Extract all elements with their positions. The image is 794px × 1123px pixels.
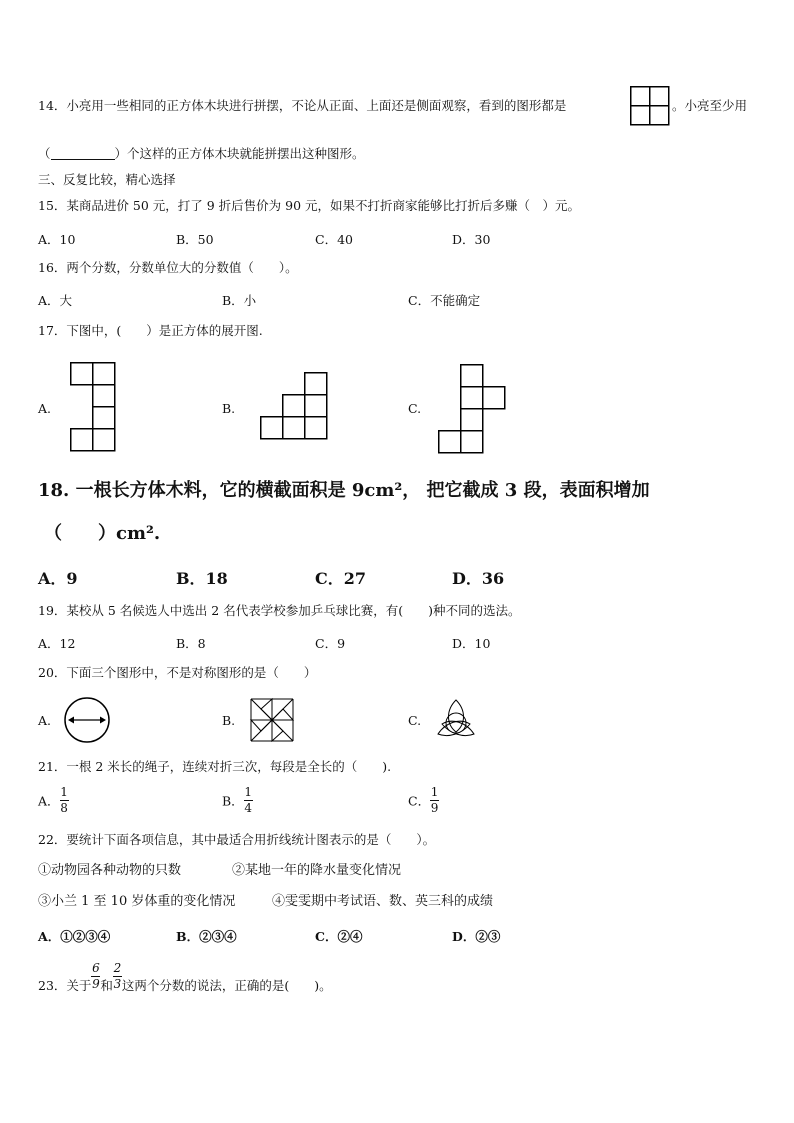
q23-prefix: 23．关于 [38,978,92,993]
q20-triquetra-figure [432,696,480,742]
q21-b-numerator: 1 [244,785,252,799]
q22-item-1: ①动物园各种动物的只数 [38,863,182,878]
q21-a-numerator: 1 [60,785,68,799]
q22-item-3: ③小兰 1 至 10 岁体重的变化情况 [38,894,236,909]
q15-option-b[interactable]: B．50 [176,232,214,247]
q20-circle-arrow-figure [62,696,112,746]
q21-option-a-fraction [60,786,69,815]
q18-option-b[interactable]: B．18 [176,569,228,588]
q19-option-a[interactable]: A．12 [38,636,76,651]
q21-a-denominator: 8 [60,801,68,815]
q17-text: 17．下图中，( ）是正方体的展开图. [38,323,263,338]
q14-open-paren: （ [38,146,51,161]
q23-and: 和 [100,978,113,993]
q21-b-denominator: 4 [244,801,252,815]
q21-option-b[interactable] [222,786,253,815]
q17-option-c[interactable]: C. [408,401,422,416]
q22-option-c[interactable]: C．②④ [315,929,363,944]
q14-text-part1: 14．小亮用一些相同的正方体木块进行拼摆，不论从正面、上面还是侧面观察，看到的图形都是 [38,98,567,113]
q17-net-a [70,362,116,454]
q22-item-2: ②某地一年的降水量变化情况 [232,863,402,878]
section-heading: 三、反复比较，精心选择 [38,172,176,187]
q14-answer-blank[interactable] [51,147,115,160]
q14-line2 [38,146,365,162]
q15-text: 15．某商品进价 50 元，打了 9 折后售价为 90 元，如果不打折商家能够比打折后多赚（ ）元。 [38,198,581,213]
q20-option-a[interactable]: A. [38,713,52,728]
q15-option-d[interactable]: D．30 [452,232,491,247]
q16-text: 16．两个分数，分数单位大的分数值（ ）。 [38,260,298,275]
q23-f1-numerator: 6 [92,961,100,975]
q18-option-d[interactable]: D．36 [452,569,505,588]
q19-text: 19．某校从 5 名候选人中选出 2 名代表学校参加乒乓球比赛，有( )种不同的选法。 [38,603,521,618]
q15-option-a[interactable]: A．10 [38,232,76,247]
q21-option-a[interactable] [38,786,69,815]
q21-c-numerator: 1 [430,785,439,799]
q21-option-c-label: C． [408,793,431,809]
q23-f2-denominator: 3 [113,977,122,991]
q18-option-a[interactable]: A．9 [38,569,78,588]
q14-square-figure [630,86,670,126]
q17-net-b [260,372,328,442]
q20-option-b[interactable]: B. [222,713,236,728]
q14-text-part2: 。小亮至少用 [672,98,748,113]
q21-option-c-fraction [430,786,439,815]
q15-option-c[interactable]: C．40 [315,232,353,247]
q17-net-c [438,364,506,456]
q16-option-a[interactable]: A．大 [38,293,73,308]
q21-c-denominator: 9 [430,801,439,815]
q14-line1 [38,98,566,114]
q22-option-a[interactable]: A．①②③④ [38,929,111,944]
q21-option-a-label: A． [38,793,60,809]
q23-f1-denominator: 9 [92,977,100,991]
q17-option-b[interactable]: B. [222,401,236,416]
q22-item-4: ④雯雯期中考试语、数、英三科的成绩 [272,894,494,909]
q14-text-part3: ）个这样的正方体木块就能拼摆出这种图形。 [114,146,365,161]
q21-option-c[interactable] [408,786,439,815]
q21-text: 21．一根 2 米长的绳子，连续对折三次，每段是全长的（ ). [38,759,392,774]
q20-text: 20．下面三个图形中，不是对称图形的是（ ） [38,665,317,680]
q20-option-c[interactable]: C. [408,713,422,728]
q23-line [38,962,332,994]
q23-f2-numerator: 2 [113,961,122,975]
q22-option-d[interactable]: D．②③ [452,929,501,944]
q18-line1: 18. 一根长方体木料，它的横截面积是 9cm²， 把它截成 3 段，表面积增加 [38,480,650,501]
q19-option-d[interactable]: D．10 [452,636,491,651]
q18-line2: （ ）cm². [44,523,161,544]
q22-option-b[interactable]: B．②③④ [176,929,237,944]
q23-suffix: 这两个分数的说法，正确的是( )。 [121,978,332,993]
q16-option-b[interactable]: B．小 [222,293,257,308]
q20-pinwheel-figure [250,698,296,742]
q19-option-c[interactable]: C．9 [315,636,346,651]
q16-option-c[interactable]: C．不能确定 [408,293,481,308]
q18-option-c[interactable]: C．27 [315,569,367,588]
q21-option-b-label: B． [222,793,244,809]
q19-option-b[interactable]: B．8 [176,636,206,651]
q17-option-a[interactable]: A. [38,401,52,416]
q23-fraction-2 [113,962,122,991]
q21-option-b-fraction [244,786,253,815]
q22-text: 22．要统计下面各项信息，其中最适合用折线统计图表示的是（ ）。 [38,832,436,847]
